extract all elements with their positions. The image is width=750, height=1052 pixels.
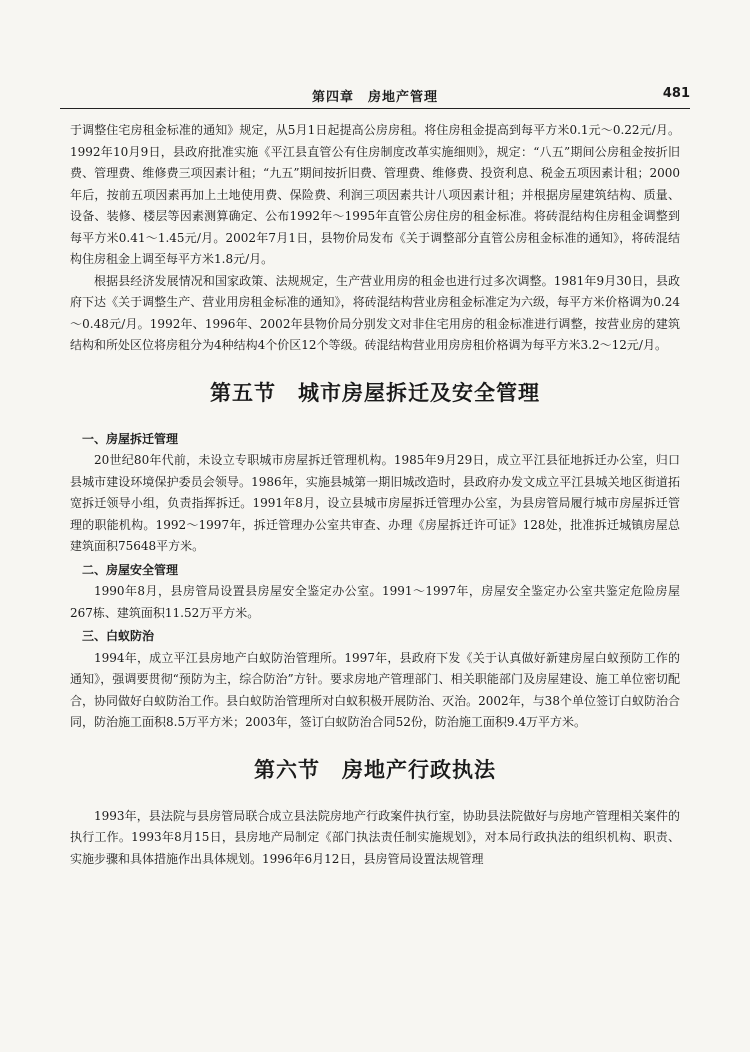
chapter-title: 第四章 房地产管理 <box>311 90 438 105</box>
page-number: 481 <box>662 86 690 101</box>
paragraph: 根据县经济发展情况和国家政策、法规规定，生产营业用房的租金也进行过多次调整。1981年9月30日，县政府下达《关于调整生产、营业用房租金标准的通知》，将砖混结构营业房租金标准定为六级，每平方米价格调为0.24～0.48元/月。1992年、1996年、2002年县物价局分别发文对非住宅用房的租金标准进行调整，按营业房的建筑结构和所处区位将房租分为4种结构4个价区12个等级。砖混结构营业用房房租价格调为每平方米3.2～12元/月。 <box>70 273 680 352</box>
subsection-heading: 二、房屋安全管理 <box>82 562 179 577</box>
paragraph: 1994年，成立平江县房地产白蚁防治管理所。1997年，县政府下发《关于认真做好新建房屋白蚁预防工作的通知》，强调要贯彻“预防为主，综合防治”方针。要求房地产管理部门、相关职能部门及房屋建设、施工单位密切配合，协同做好白蚁防治工作。县白蚁防治管理所对白蚁积极开展防治、灭治。2002年，与38个单位签订白蚁防治合同，防治施工面积8.5万平方米；2003年，签订白蚁防治合同52份，防治施工面积9.4万平方米。 <box>70 650 680 729</box>
paragraph: 1993年，县法院与县房管局联合成立县法院房地产行政案件执行室，协助县法院做好与房地产管理相关案件的执行工作。1993年8月15日，县房地产局制定《部门执法责任制实施规划》，对本局行政执法的组织机构、职责、实施步骤和具体措施作出具体规划。1996年6月12日，县房管局设置法规管理 <box>70 808 680 866</box>
paragraph: 1990年8月，县房管局设置县房屋安全鉴定办公室。1991～1997年，房屋安全鉴定办公室共鉴定危险房屋267栋、建筑面积11.52万平方米。 <box>70 584 680 620</box>
page-header <box>60 86 690 109</box>
paragraph: 于调整住宅房租金标准的通知》规定，从5月1日起提高公房房租。将住房租金提高到每平方米0.1元～0.22元/月。1992年10月9日，县政府批准实施《平江县直管公有住房制度改革实施细则》，规定：“八五”期间公房租金按折旧费、管理费、维修费三项因素计租；“九五”期间按折旧费、管理费、维修费、投资利息、税金五项因素计租；2000年后，按前五项因素再加上土地使用费、保险费、利润三项因素共计八项因素计租；并根据房屋建筑结构、质量、设备、装修、楼层等因素测算确定、公布1992年～1995年直管公房住房的租金标准。将砖混结构住房租金调整到每平方米0.41～1.45元/月。2002年7月1日，县物价局发布《关于调整部分直管公房租金标准的通知》，将砖混结构住房租金上调至每平方米1.8元/月。 <box>70 123 680 266</box>
section-heading: 第六节 房地产行政执法 <box>254 757 496 782</box>
section-heading: 第五节 城市房屋拆迁及安全管理 <box>210 380 540 405</box>
subsection-heading: 一、房屋拆迁管理 <box>82 431 179 446</box>
page-body <box>70 120 680 870</box>
paragraph: 20世纪80年代前，未设立专职城市房屋拆迁管理机构。1985年9月29日，成立平江县征地拆迁办公室，归口县城市建设环境保护委员会领导。1986年，实施县城第一期旧城改造时，县政府办发文成立平江县城关地区街道拓宽拆迁领导小组，负责指挥拆迁。1991年8月，设立县城市房屋拆迁管理办公室，为县房管局履行城市房屋拆迁管理的职能机构。1992～1997年，拆迁管理办公室共审查、办理《房屋拆迁许可证》128处，批准拆迁城镇房屋总建筑面积75648平方米。 <box>70 453 680 553</box>
subsection-heading: 三、白蚁防治 <box>82 629 155 643</box>
